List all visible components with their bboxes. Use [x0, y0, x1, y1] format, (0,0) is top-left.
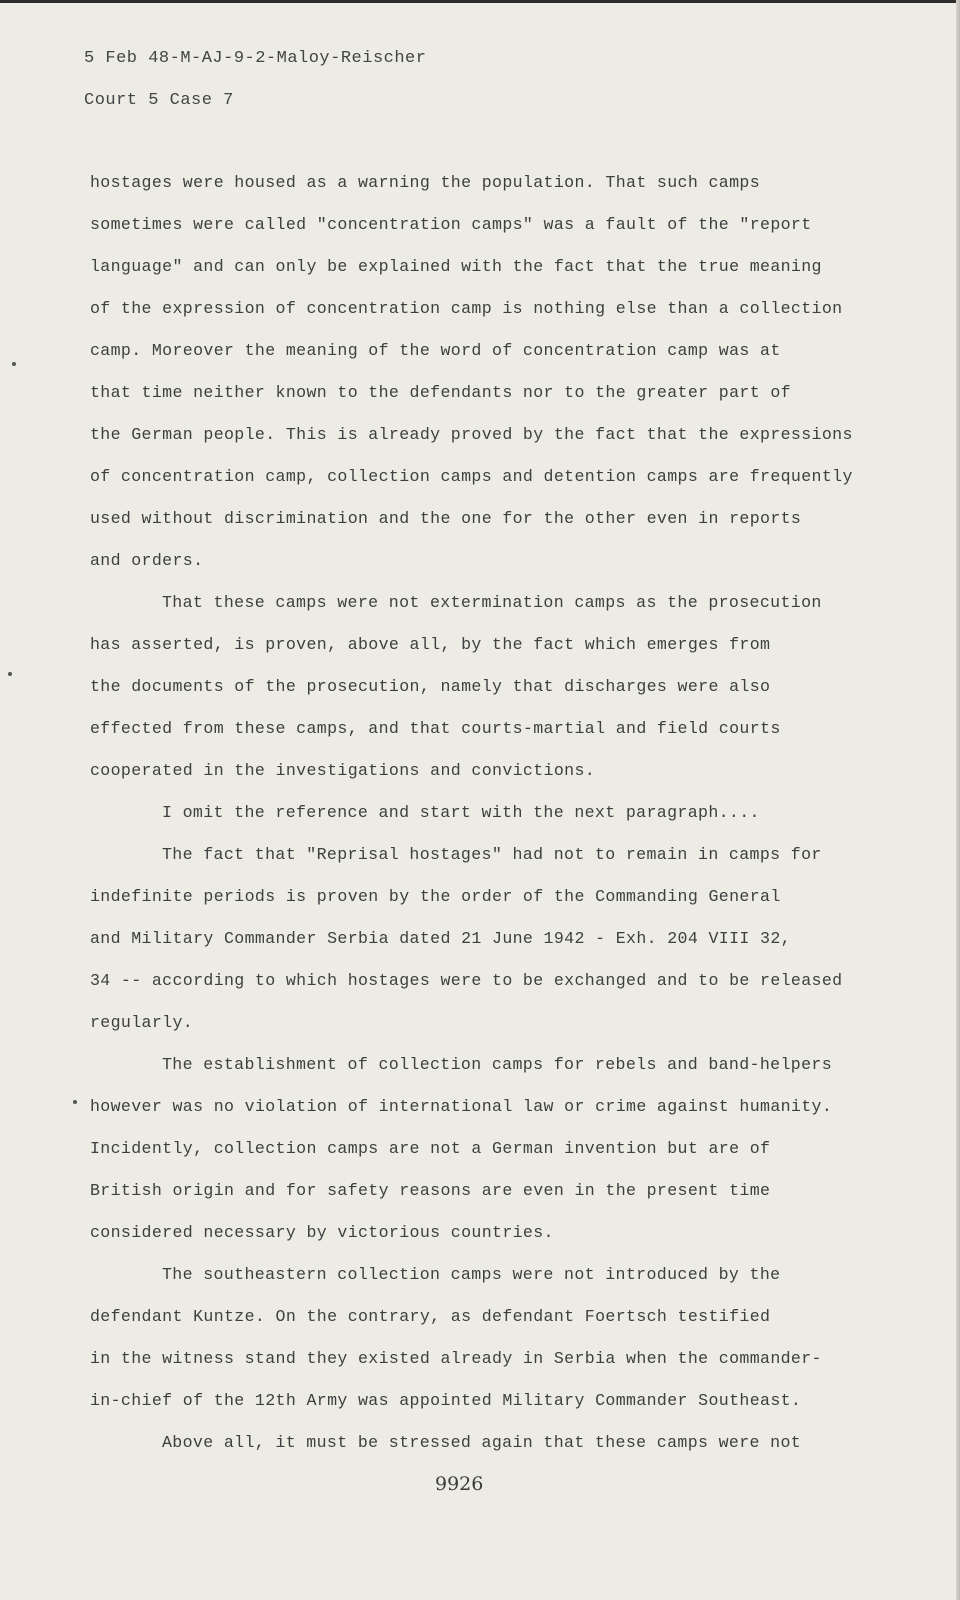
body-line: however was no violation of international law or crime against humanity. — [90, 1097, 833, 1116]
body-line: of the expression of concentration camp is nothing else than a collection — [90, 299, 843, 318]
body-line: that time neither known to the defendants nor to the greater part of — [90, 383, 791, 402]
header-court-case: Court 5 Case 7 — [84, 91, 234, 110]
body-line: and orders. — [90, 551, 204, 570]
body-line: regularly. — [90, 1013, 194, 1032]
body-line: Above all, it must be stressed again that these camps were not — [162, 1433, 802, 1452]
body-line: in the witness stand they existed already in Serbia when the commander- — [90, 1349, 822, 1368]
body-line: has asserted, is proven, above all, by the fact which emerges from — [90, 635, 771, 654]
body-line: defendant Kuntze. On the contrary, as defendant Foertsch testified — [90, 1307, 771, 1326]
body-line: language" and can only be explained with the fact that the true meaning — [90, 257, 822, 276]
body-line: the German people. This is already proved by the fact that the expressions — [90, 425, 853, 444]
body-line: camp. Moreover the meaning of the word of concentration camp was at — [90, 341, 781, 360]
body-line: The fact that "Reprisal hostages" had not to remain in camps for — [162, 845, 822, 864]
body-line: The southeastern collection camps were not introduced by the — [162, 1265, 781, 1284]
page-number: 9926 — [435, 1473, 484, 1495]
body-line: cooperated in the investigations and convictions. — [90, 761, 596, 780]
body-line: considered necessary by victorious countries. — [90, 1223, 554, 1242]
body-line: used without discrimination and the one for the other even in reports — [90, 509, 802, 528]
margin-mark — [8, 672, 12, 676]
margin-mark — [12, 362, 16, 366]
body-line: of concentration camp, collection camps and detention camps are frequently — [90, 467, 853, 486]
body-line: in-chief of the 12th Army was appointed Military Commander Southeast. — [90, 1391, 802, 1410]
body-line: effected from these camps, and that courts-martial and field courts — [90, 719, 781, 738]
body-line: I omit the reference and start with the next paragraph.... — [162, 803, 760, 822]
body-line: indefinite periods is proven by the order of the Commanding General — [90, 887, 781, 906]
body-line: the documents of the prosecution, namely that discharges were also — [90, 677, 771, 696]
body-line: 34 -- according to which hostages were to be exchanged and to be released — [90, 971, 843, 990]
header-document-reference: 5 Feb 48-M-AJ-9-2-Maloy-Reischer — [84, 49, 427, 68]
body-line: hostages were housed as a warning the population. That such camps — [90, 173, 761, 192]
margin-mark — [73, 1100, 77, 1104]
body-line: The establishment of collection camps for rebels and band-helpers — [162, 1055, 833, 1074]
body-line: sometimes were called "concentration camps" was a fault of the "report — [90, 215, 812, 234]
body-line: and Military Commander Serbia dated 21 June 1942 - Exh. 204 VIII 32, — [90, 929, 791, 948]
body-line: British origin and for safety reasons are even in the present time — [90, 1181, 771, 1200]
body-line: Incidently, collection camps are not a German invention but are of — [90, 1139, 771, 1158]
body-line: That these camps were not extermination camps as the prosecution — [162, 593, 822, 612]
